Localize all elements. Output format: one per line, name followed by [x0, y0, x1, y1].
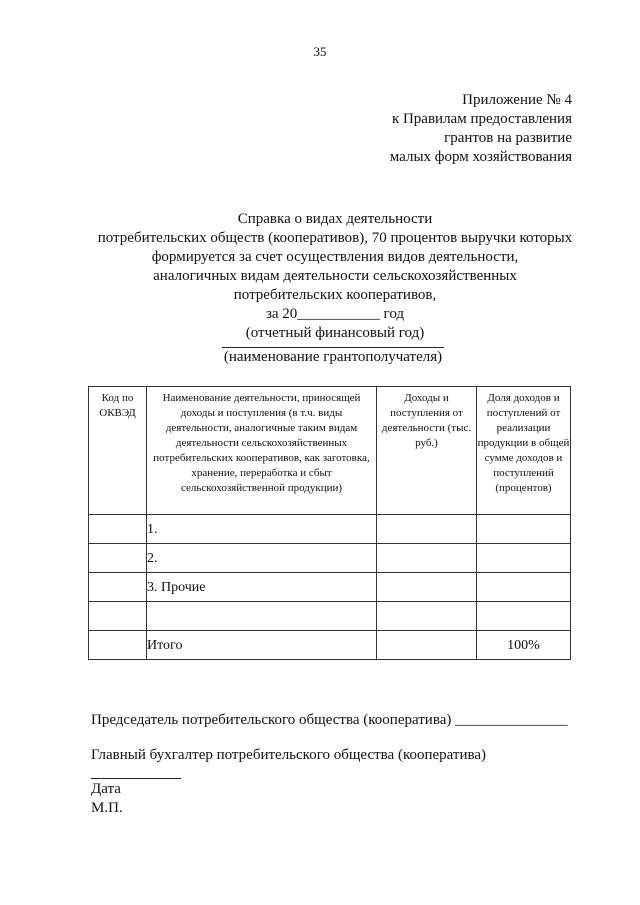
cell-share[interactable]	[477, 515, 571, 544]
header-income-share: Доля доходов и поступлений от реализации продукции в общей сумме доходов и поступлений (процентов)	[477, 387, 571, 515]
title-line: потребительских обществ (кооперативов), 70 процентов выручки которых	[97, 230, 573, 246]
table-row	[89, 515, 571, 544]
cell-activity[interactable]: 1.	[147, 515, 377, 544]
header-activity-name: Наименование деятельности, приносящей доходы и поступления (в т.ч. виды деятельности, аналогичные таким видам деятельности сельскохозяйственных потребительских кооперативов, как заготовка, хранение, переработка и сбыт сельскохозяйственной продукции)	[147, 387, 377, 515]
annex-line: грантов на развитие	[444, 130, 572, 146]
header-okved-code: Код по ОКВЭД	[89, 387, 147, 515]
cell-activity[interactable]: 2.	[147, 544, 377, 573]
table-row	[89, 573, 571, 602]
seal-label: М.П.	[91, 800, 123, 816]
cell-total-label: Итого	[147, 631, 377, 660]
cell-code[interactable]	[89, 573, 147, 602]
page-number: 35	[313, 44, 327, 59]
activity-table	[88, 386, 571, 660]
cell-income[interactable]	[377, 602, 477, 631]
cell-income[interactable]	[377, 515, 477, 544]
date-label: Дата	[91, 781, 121, 797]
table-row	[89, 602, 571, 631]
cell-share[interactable]	[477, 544, 571, 573]
cell-total-share: 100%	[477, 631, 571, 660]
document-title	[60, 210, 610, 343]
table-total-row	[89, 631, 571, 660]
cell-code[interactable]	[89, 631, 147, 660]
header-income: Доходы и поступления от деятельности (тыс. руб.)	[377, 387, 477, 515]
title-line: (отчетный финансовый год)	[245, 325, 425, 341]
annex-block	[350, 91, 572, 167]
cell-share[interactable]	[477, 602, 571, 631]
recipient-caption: (наименование грантополучателя)	[223, 349, 443, 365]
chairman-signature-line: Председатель потребительского общества (кооператива) _______________	[91, 712, 568, 728]
table-row	[89, 544, 571, 573]
cell-income[interactable]	[377, 631, 477, 660]
accountant-signature-line: Главный бухгалтер потребительского общества (кооператива)	[91, 747, 487, 763]
date-signature-line[interactable]	[91, 778, 181, 779]
title-line: аналогичных видам деятельности сельскохозяйственных	[153, 268, 517, 284]
title-line: формируется за счет осуществления видов деятельности,	[151, 249, 519, 265]
title-line: потребительских кооперативов,	[233, 287, 437, 303]
cell-code[interactable]	[89, 602, 147, 631]
cell-code[interactable]	[89, 544, 147, 573]
cell-share[interactable]	[477, 573, 571, 602]
cell-activity[interactable]: 3. Прочие	[147, 573, 377, 602]
annex-line: к Правилам предоставления	[391, 111, 572, 127]
annex-line: Приложение № 4	[462, 92, 572, 108]
annex-line: малых форм хозяйствования	[389, 149, 572, 165]
title-line: Справка о видах деятельности	[237, 211, 433, 227]
cell-income[interactable]	[377, 573, 477, 602]
cell-code[interactable]	[89, 515, 147, 544]
table-header-row	[89, 387, 571, 515]
cell-income[interactable]	[377, 544, 477, 573]
cell-activity[interactable]	[147, 602, 377, 631]
title-line: за 20___________ год	[265, 306, 405, 322]
